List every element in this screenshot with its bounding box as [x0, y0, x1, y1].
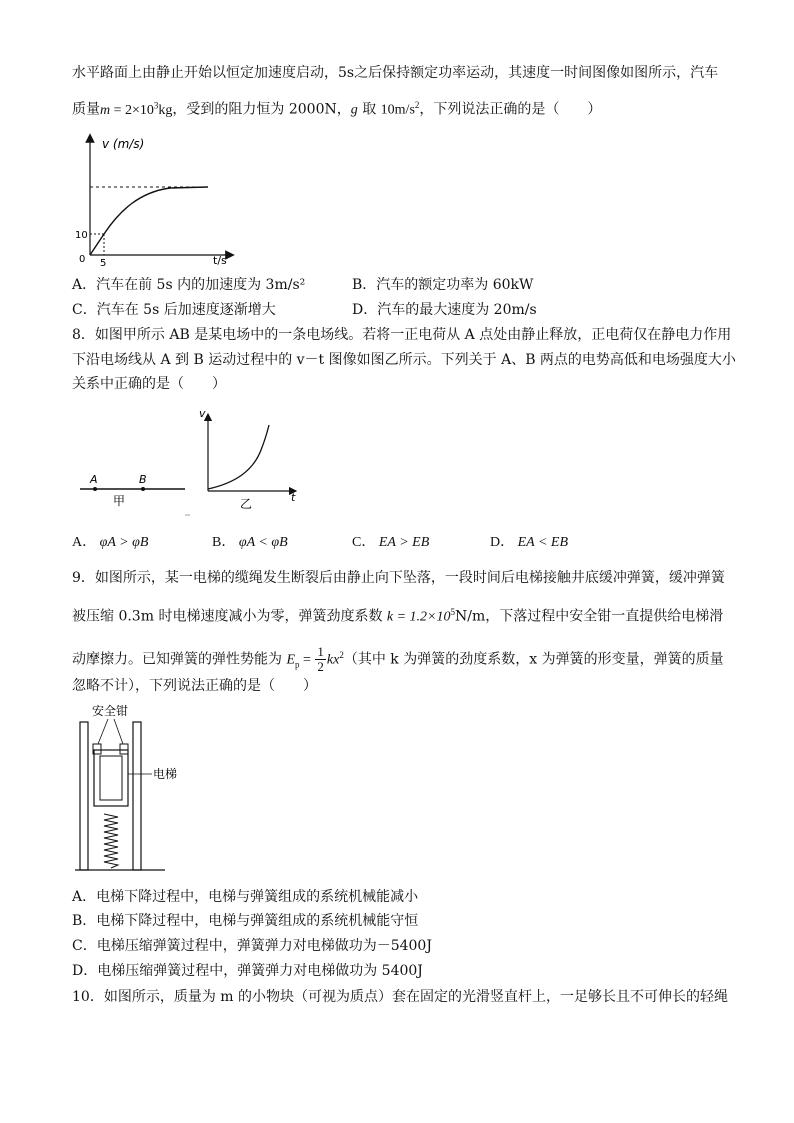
q7-vt-graph [70, 130, 250, 270]
q9-option-a: A．电梯下降过程中，电梯与弹簧组成的系统机械能减小 [72, 889, 419, 905]
q8-caption-jia: 甲 [113, 494, 126, 508]
q9-buffer-spring [104, 814, 118, 868]
q7-xlabel: t/s [213, 254, 227, 267]
q8-option-a: A． φA > φB [72, 535, 149, 550]
q7-ytick-10: 10 [75, 230, 88, 241]
q7-velocity-curve [90, 187, 208, 255]
q8-option-d: D． EA < EB [490, 535, 569, 550]
q8-fig-yi [195, 405, 305, 515]
q7-text-line1: 水平路面上由静止开始以恒定加速度启动，5s之后保持额定功率运动，其速度一时间图像如图所示，汽车 [72, 65, 719, 81]
q9-elevator-car [94, 750, 128, 806]
q8-text-line2: 下沿电场线从 A 到 B 运动过程中的 v－t 图像如图乙所示。下列关于 A、B 两点的电势高低和电场强度大小 [72, 352, 736, 368]
q7-xtick-5: 5 [100, 258, 107, 269]
q8-option-b: B． φA < φB [212, 535, 288, 550]
q9-text-line1: 9．如图所示，某一电梯的缆绳发生断裂后由静止向下坠落，一段时间后电梯接触井底缓冲弹簧，缓冲弹簧 [72, 570, 725, 586]
q8-label-a: A [90, 473, 98, 486]
q9-text-line4: 忽略不计），下列说法正确的是（ ） [72, 678, 317, 694]
q9-option-c: C．电梯压缩弹簧过程中，弹簧弹力对电梯做功为－5400J [72, 938, 432, 954]
q7-option-d: D．汽车的最大速度为 20m/s [352, 302, 537, 318]
q9-fraction: $\frac{1}{2}$ [317, 644, 324, 675]
q8-yi-curve [208, 425, 269, 489]
q9-text-line2: 被压缩 0.3m 时电梯速度减小为零，弹簧劲度系数 $k = 1.2\times 10^5N/m$，下落过程中安全钳一直提供给电梯滑 [72, 607, 724, 625]
q7-option-b: B．汽车的额定功率为 60kW [352, 277, 534, 293]
q8-label-b: B [139, 473, 147, 486]
q8-fig-jia [75, 470, 190, 520]
q9-pointer-left [98, 719, 108, 744]
q8-point-a [93, 487, 97, 491]
q9-option-d: D．电梯压缩弹簧过程中，弹簧弹力对电梯做功为 5400J [72, 963, 423, 979]
q9-elevator-window [100, 756, 122, 800]
q8-caption-yi: 乙 [240, 497, 253, 511]
q9-clamp-right [120, 744, 128, 754]
q7-option-c: C．汽车在 5s 后加速度逐渐增大 [72, 302, 276, 318]
q9-label-elevator: 电梯 [153, 767, 178, 781]
q9-label-safety-clamp: 安全钳 [92, 704, 129, 718]
q9-text-line3: 动摩擦力。已知弹簧的弹性势能为 $E_p$ = $\frac{1}{2}$ $kx^2$（其中 k 为弹簧的劲度系数，x 为弹簧的形变量，弹簧的质量 [72, 644, 724, 675]
q7-text-line2: 质量$m = 2\times 10^3kg$，受到的阻力恒为 2000N，g 取 $10m/s^2$，下列说法正确的是（ ） [72, 100, 602, 118]
q9-shaft-wall-right [133, 722, 141, 870]
q7-option-a: A．汽车在前 5s 内的加速度为 3m/s² [72, 277, 306, 293]
q7-origin: 0 [79, 254, 86, 265]
q9-elevator-figure [70, 700, 190, 878]
q8-point-b [141, 487, 145, 491]
q8-yi-ylabel: v [199, 407, 206, 420]
q10-text-line1: 10．如图所示，质量为 m 的小物块（可视为质点）套在固定的光滑竖直杆上，一足够长且不可伸长的轻绳 [72, 989, 728, 1005]
q9-option-b: B．电梯下降过程中，电梯与弹簧组成的系统机械能守恒 [72, 913, 419, 929]
q8-text-line1: 8．如图甲所示 AB 是某电场中的一条电场线。若将一正电荷从 A 点处由静止释放，正电荷仅在静电力作用 [72, 327, 732, 343]
q8-option-c: C． EA > EB [352, 535, 430, 550]
q8-text-line3: 关系中正确的是（ ） [72, 376, 226, 392]
q8-yi-xlabel: t [291, 491, 296, 504]
q7-ylabel: v (m/s) [102, 137, 145, 151]
q9-shaft-wall-left [80, 722, 88, 870]
q9-pointer-right [114, 719, 123, 744]
